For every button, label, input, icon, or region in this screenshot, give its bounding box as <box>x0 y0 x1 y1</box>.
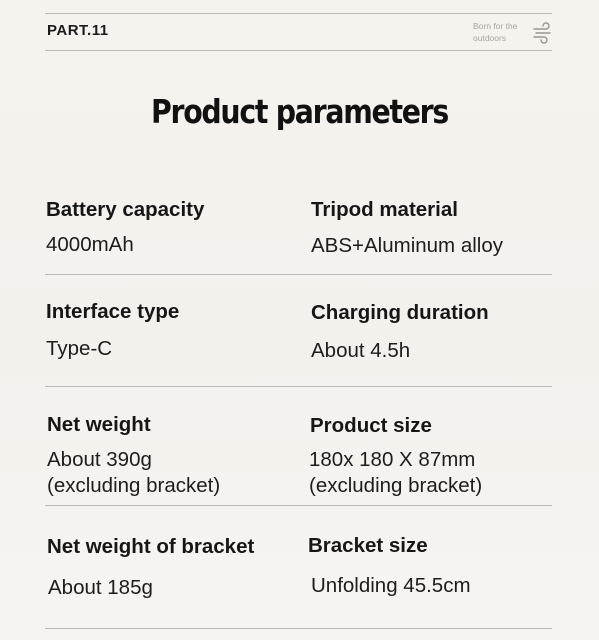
param-value-product-size <box>309 447 482 499</box>
param-value-product-size-line-2: (excluding bracket) <box>309 474 483 497</box>
row-divider-2 <box>45 386 552 387</box>
param-label-battery-capacity: Battery capacity <box>46 198 205 221</box>
param-label-product-size: Product size <box>310 414 432 437</box>
param-label-net-weight-of-bracket: Net weight of bracket <box>47 535 255 558</box>
header-bottom-divider <box>45 50 552 51</box>
param-label-charging-duration: Charging duration <box>311 301 489 324</box>
page-title: Product parameters <box>150 92 448 131</box>
param-value-net-weight-of-bracket: About 185g <box>48 576 153 599</box>
param-label-interface-type: Interface type <box>46 300 180 323</box>
tagline <box>473 20 531 44</box>
param-value-product-size-line-1: 180x 180 X 87mm <box>309 448 476 471</box>
param-label-tripod-material: Tripod material <box>311 198 458 221</box>
row-divider-4 <box>45 628 552 629</box>
param-value-bracket-size: Unfolding 45.5cm <box>311 574 471 597</box>
param-value-net-weight-line-1: About 390g <box>47 448 152 471</box>
tagline-line-1: Born for the <box>473 21 518 31</box>
param-label-bracket-size: Bracket size <box>308 534 428 557</box>
param-value-interface-type: Type-C <box>46 337 113 360</box>
row-divider-3 <box>45 505 552 506</box>
param-label-net-weight: Net weight <box>47 413 151 436</box>
row-divider-1 <box>45 274 552 275</box>
param-value-net-weight <box>47 447 220 499</box>
param-value-battery-capacity: 4000mAh <box>46 233 134 256</box>
param-value-net-weight-line-2: (excluding bracket) <box>47 474 221 497</box>
header-top-divider <box>45 13 552 14</box>
tagline-line-2: outdoors <box>473 33 507 43</box>
part-label: PART.11 <box>47 22 109 39</box>
param-value-tripod-material: ABS+Aluminum alloy <box>311 234 503 257</box>
param-value-charging-duration: About 4.5h <box>311 339 411 362</box>
wind-icon <box>531 20 555 44</box>
